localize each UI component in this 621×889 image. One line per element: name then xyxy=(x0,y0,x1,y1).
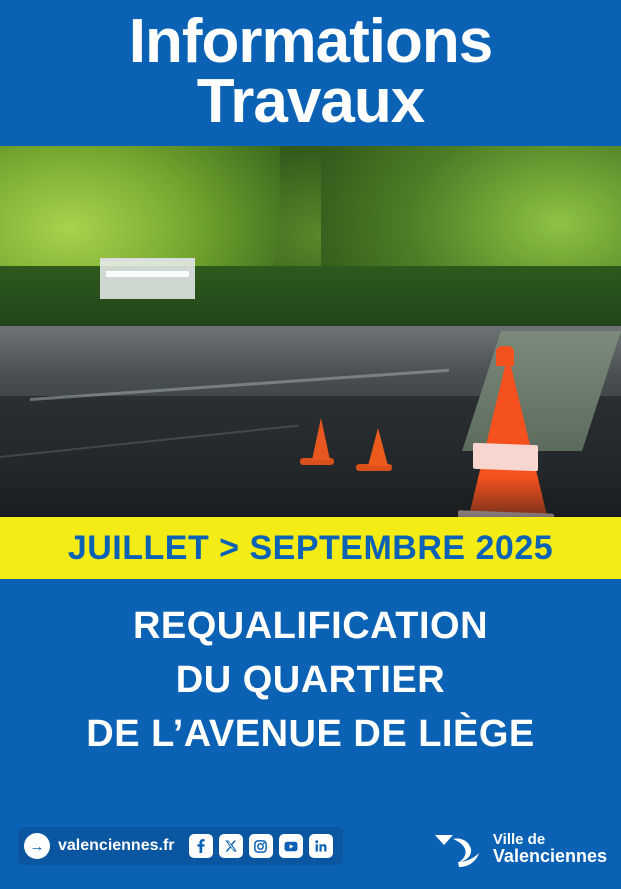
city-logo-text xyxy=(493,832,607,867)
photo-distant-cone-b xyxy=(368,428,388,466)
x-twitter-icon[interactable] xyxy=(219,834,243,858)
city-logo-line-2: Valenciennes xyxy=(492,846,607,867)
arrow-right-icon: → xyxy=(24,833,50,859)
photo-bottom-vignette xyxy=(0,477,621,517)
header-title-line-1: Informations xyxy=(128,6,493,76)
roadworks-photo xyxy=(0,146,621,517)
city-logo xyxy=(431,829,607,869)
date-range-text: JUILLET > SEPTEMBRE 2025 xyxy=(67,528,554,567)
poster-footer xyxy=(0,819,621,889)
city-logo-line-1: Ville de xyxy=(492,830,546,848)
instagram-icon[interactable] xyxy=(249,834,273,858)
project-title-line-3: DE L’AVENUE DE LIÈGE xyxy=(86,712,535,755)
project-title-line-2: DU QUARTIER xyxy=(175,658,446,701)
website-and-social-bar xyxy=(18,827,343,865)
website-link[interactable]: valenciennes.fr xyxy=(58,837,175,854)
photo-barrier xyxy=(100,258,195,299)
poster-header xyxy=(0,0,621,146)
facebook-icon[interactable] xyxy=(189,834,213,858)
project-title-line-1: REQUALIFICATION xyxy=(132,605,489,647)
valenciennes-swan-icon xyxy=(431,829,485,869)
project-title xyxy=(0,600,621,762)
youtube-icon[interactable] xyxy=(279,834,303,858)
date-band xyxy=(0,517,621,579)
photo-foreground-cone xyxy=(410,204,600,517)
social-links xyxy=(189,834,333,858)
photo-cone-stripe-upper xyxy=(473,443,538,471)
linkedin-icon[interactable] xyxy=(309,834,333,858)
photo-distant-cone-a xyxy=(312,418,330,460)
header-title-line-2: Travaux xyxy=(196,67,425,137)
